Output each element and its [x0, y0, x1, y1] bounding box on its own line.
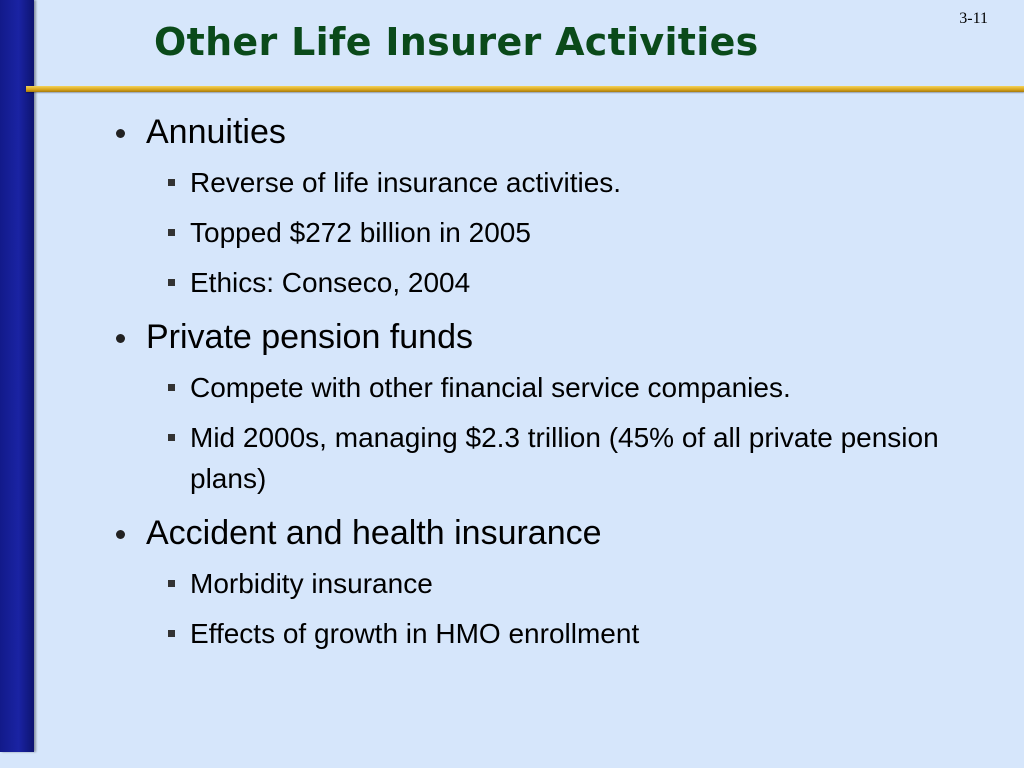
- bullet-text: Annuities: [146, 113, 286, 151]
- sub-bullet-text: Ethics: Conseco, 2004: [190, 267, 471, 298]
- sub-bullet: [112, 563, 992, 604]
- left-accent-bar: [0, 0, 34, 752]
- slide-number: 3-11: [959, 10, 988, 27]
- sub-bullet: [112, 212, 992, 253]
- sub-bullet: [112, 262, 992, 303]
- sub-bullet-text: Effects of growth in HMO enrollment: [190, 618, 640, 649]
- bullet-annuities: [112, 112, 992, 152]
- bullet-accident-health-insurance: [112, 513, 992, 553]
- bullet-text: Private pension funds: [146, 318, 473, 356]
- square-bullet-icon: [168, 434, 175, 441]
- sub-bullet-text: Mid 2000s, managing $2.3 trillion (45% of all private pension plans): [190, 422, 939, 494]
- bullet-private-pension-funds: [112, 317, 992, 357]
- sub-bullet: [112, 613, 992, 654]
- square-bullet-icon: [168, 279, 175, 286]
- sub-bullet-text: Reverse of life insurance activities.: [190, 167, 622, 198]
- sub-bullet-text: Topped $272 billion in 2005: [190, 217, 531, 248]
- sub-bullet: [112, 162, 992, 203]
- square-bullet-icon: [168, 384, 175, 391]
- slide-body: [112, 112, 992, 663]
- bullet-text: Accident and health insurance: [146, 514, 602, 552]
- sub-bullet: [112, 417, 992, 499]
- square-bullet-icon: [168, 580, 175, 587]
- slide-title: Other Life Insurer Activities: [154, 20, 759, 64]
- sub-bullet-text: Compete with other financial service companies.: [190, 372, 791, 403]
- sub-bullet: [112, 367, 992, 408]
- round-bullet-icon: [116, 129, 125, 138]
- square-bullet-icon: [168, 179, 175, 186]
- square-bullet-icon: [168, 229, 175, 236]
- title-divider: [26, 86, 1024, 92]
- sub-bullet-text: Morbidity insurance: [190, 568, 433, 599]
- round-bullet-icon: [116, 530, 125, 539]
- square-bullet-icon: [168, 630, 175, 637]
- round-bullet-icon: [116, 334, 125, 343]
